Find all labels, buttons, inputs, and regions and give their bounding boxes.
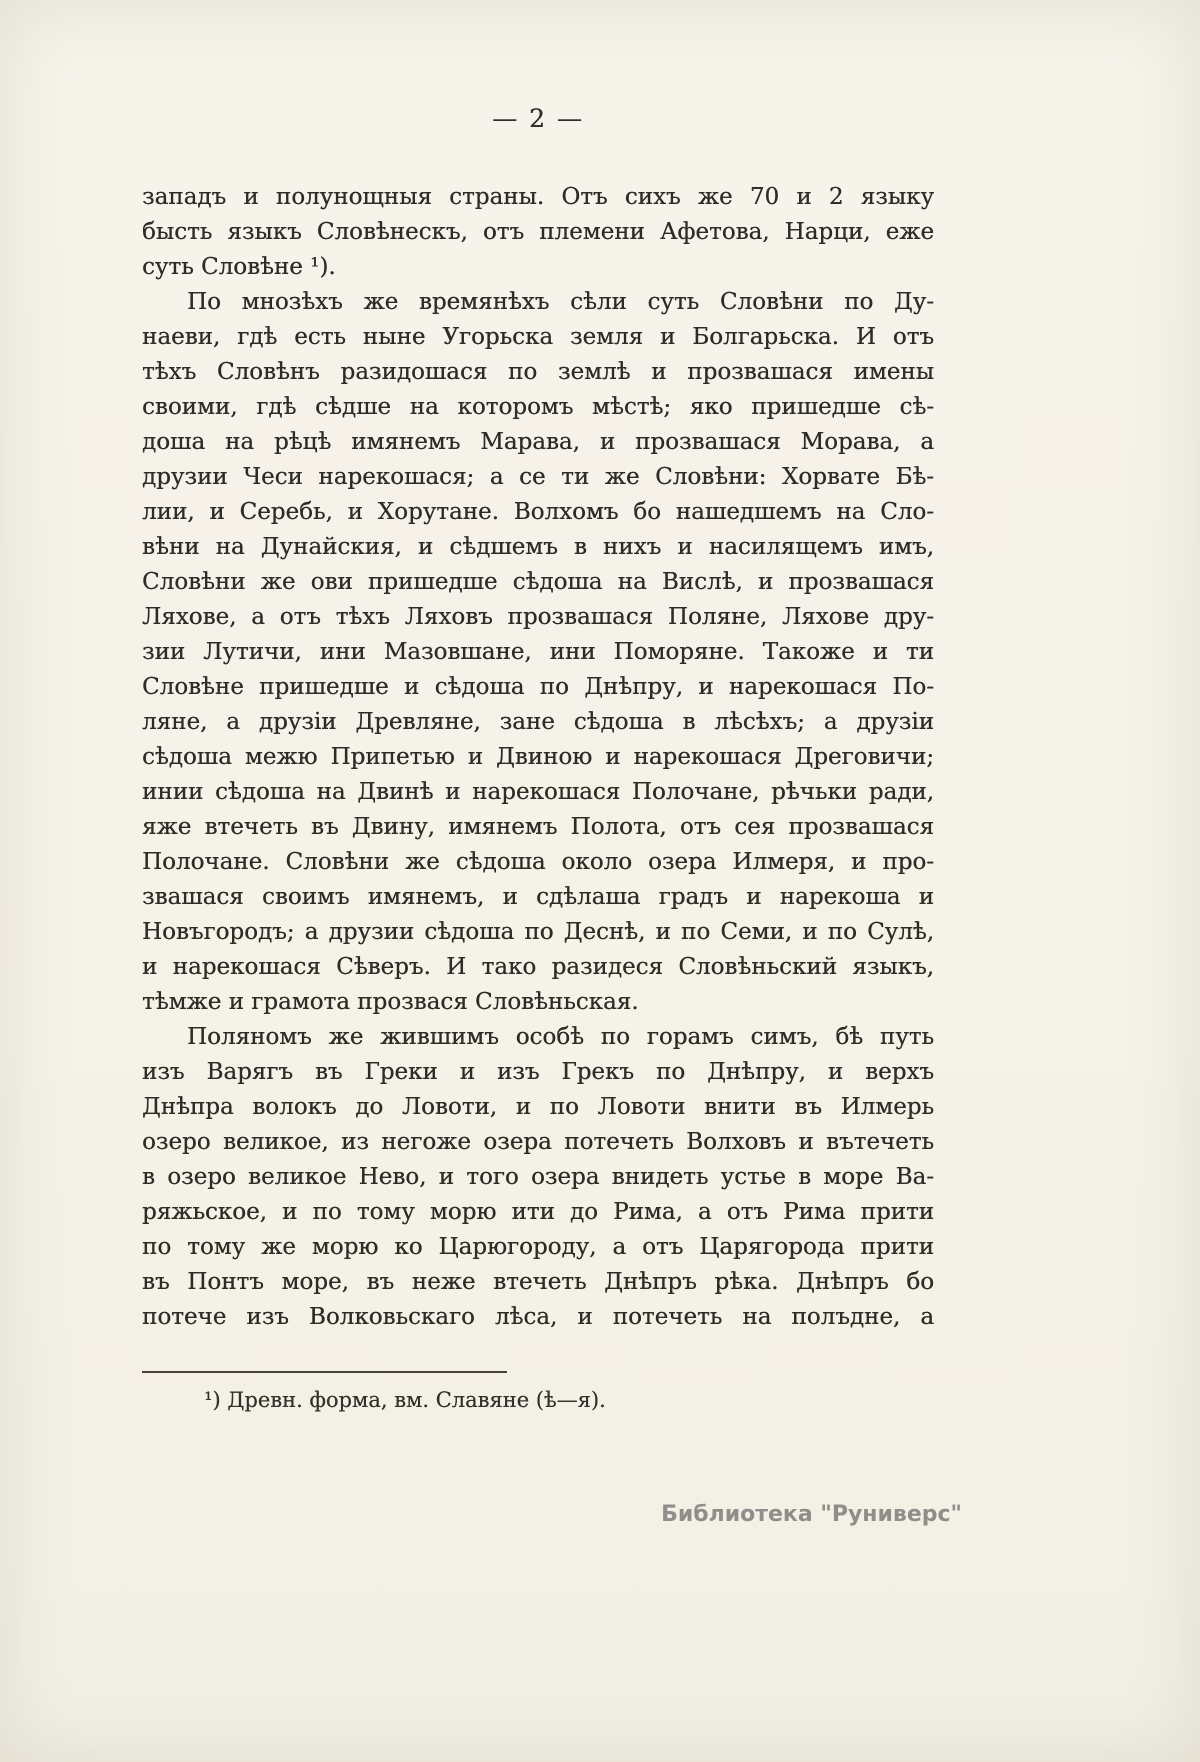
text-line: Полочане. Словѣни же сѣдоша около озера Илмеря, и про-: [142, 849, 934, 875]
text-line: лии, и Серебь, и Хорутане. Волхомъ бо нашедшемъ на Сло-: [142, 499, 934, 525]
text-line: в озеро великое Нево, и того озера внидеть устье в море Ва-: [142, 1164, 934, 1190]
watermark: Библиотека "Руниверс": [661, 1502, 962, 1527]
text-line: доша на рѣцѣ имянемъ Марава, и прозвашася Морава, а: [142, 429, 934, 455]
paragraph: [142, 285, 934, 1020]
body-text: [142, 180, 934, 1335]
text-line: Поляномъ же жившимъ особѣ по горамъ симъ, бѣ путь: [187, 1024, 934, 1050]
text-line: суть Словѣне ¹).: [142, 254, 336, 280]
text-line: Словѣне пришедше и сѣдоша по Днѣпру, и нарекошася По-: [142, 674, 934, 700]
text-line: и нарекошася Сѣверъ. И тако разидеся Словѣньский языкъ,: [142, 954, 934, 980]
text-line: въ Понтъ море, въ неже втечеть Днѣпръ рѣка. Днѣпръ бо: [142, 1269, 934, 1295]
text-line: яже втечеть въ Двину, имянемъ Полота, отъ сея прозвашася: [142, 814, 934, 840]
footnote-divider: [142, 1371, 507, 1373]
text-line: своими, гдѣ сѣдше на которомъ мѣстѣ; яко пришедше сѣ-: [142, 394, 934, 420]
text-line: инии сѣдоша на Двинѣ и нарекошася Полочане, рѣчьки ради,: [142, 779, 934, 805]
text-line: бысть языкъ Словѣнескъ, отъ племени Афетова, Нарци, еже: [142, 219, 934, 245]
text-line: Словѣни же ови пришедше сѣдоша на Вислѣ, и прозвашася: [142, 569, 934, 595]
text-line: потече изъ Волковьскаго лѣса, и потечеть на полъдне, а: [142, 1304, 934, 1330]
text-line: Ляхове, а отъ тѣхъ Ляховъ прозвашася Поляне, Ляхове дру-: [142, 604, 934, 630]
text-line: друзии Чеси нарекошася; а се ти же Словѣни: Хорвате Бѣ-: [142, 464, 934, 490]
text-line: зии Лутичи, ини Мазовшане, ини Поморяне. Такоже и ти: [142, 639, 934, 665]
text-line: наеви, гдѣ есть ныне Угорьска земля и Болгарьска. И отъ: [142, 324, 934, 350]
text-line: западъ и полунощныя страны. Отъ сихъ же 70 и 2 языку: [142, 184, 934, 210]
paragraph: [142, 1020, 934, 1335]
text-line: Новъгородъ; а друзии сѣдоша по Деснѣ, и по Семи, и по Сулѣ,: [142, 919, 934, 945]
text-line: сѣдоша межю Припетью и Двиною и нарекошася Дреговичи;: [142, 744, 934, 770]
text-line: тѣхъ Словѣнъ разидошася по землѣ и прозвашася имены: [142, 359, 934, 385]
text-line: По мнозѣхъ же времянѣхъ сѣли суть Словѣни по Ду-: [187, 289, 934, 315]
footnote-text: ¹) Древн. форма, вм. Славяне (ѣ—я).: [204, 1388, 606, 1412]
text-line: Днѣпра волокъ до Ловоти, и по Ловоти внити въ Илмерь: [142, 1094, 934, 1120]
text-line: изъ Варягъ въ Греки и изъ Грекъ по Днѣпру, и верхъ: [142, 1059, 934, 1085]
text-line: тѣмже и грамота прозвася Словѣньская.: [142, 989, 639, 1015]
page-number: — 2 —: [492, 104, 584, 133]
text-line: ряжьское, и по тому морю ити до Рима, а отъ Рима прити: [142, 1199, 934, 1225]
paragraph: [142, 180, 934, 285]
text-line: звашася своимъ имянемъ, и сдѣлаша градъ и нарекоша и: [142, 884, 934, 910]
text-line: озеро великое, из негоже озера потечеть Волховъ и вътечеть: [142, 1129, 934, 1155]
text-line: вѣни на Дунайския, и сѣдшемъ в нихъ и насилящемъ имъ,: [142, 534, 934, 560]
text-line: ляне, а друзiи Древляне, зане сѣдоша в лѣсѣхъ; а друзiи: [142, 709, 934, 735]
text-line: по тому же морю ко Царюгороду, а отъ Царягорода прити: [142, 1234, 934, 1260]
